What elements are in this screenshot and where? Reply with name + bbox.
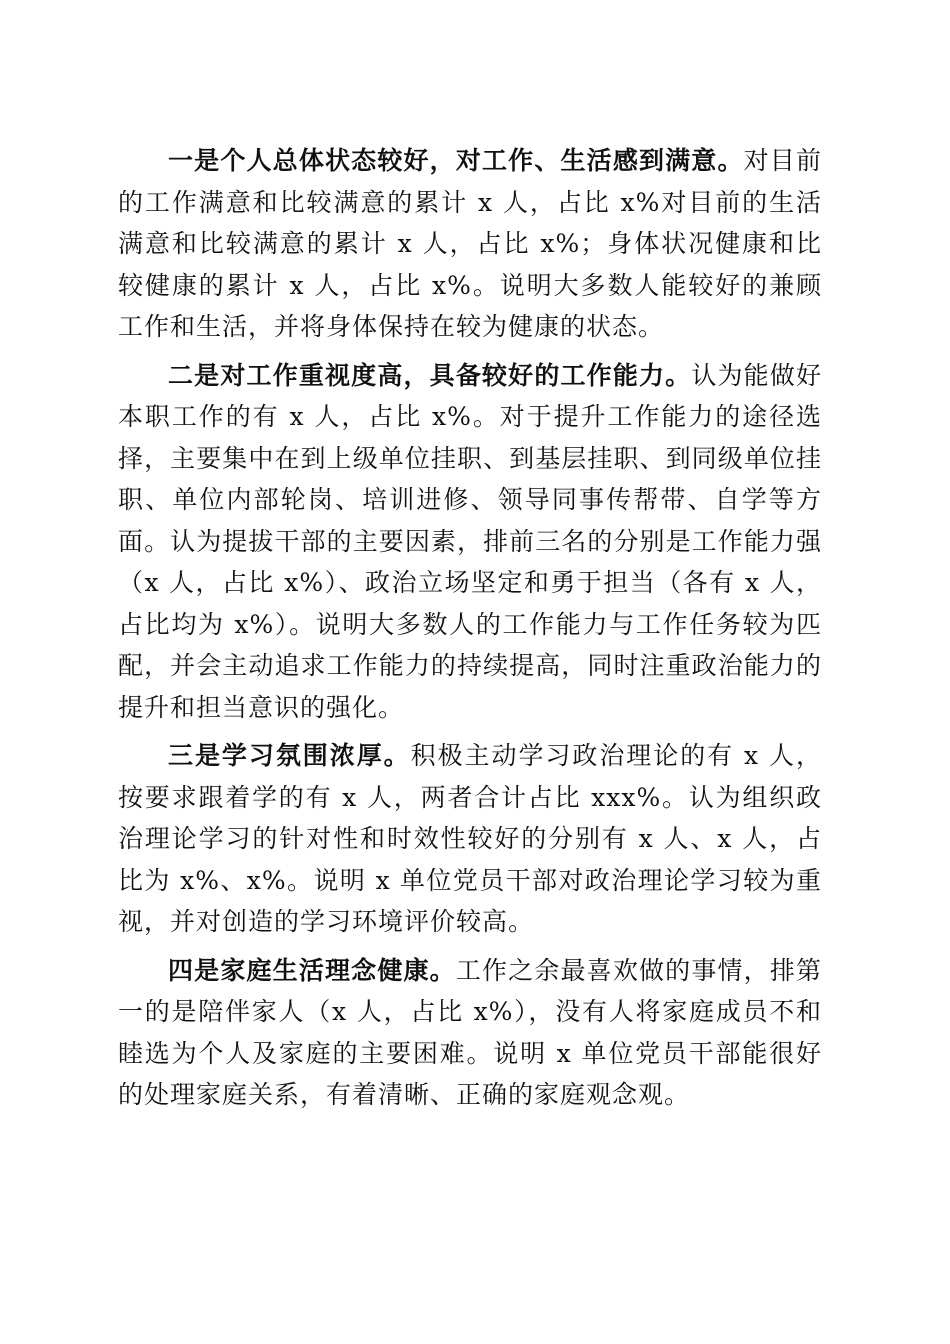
paragraph-2-body: 认为能做好本职工作的有 x 人，占比 x%。对于提升工作能力的途径选择，主要集中在到上级单位挂职、到基层挂职、到同级单位挂职、单位内部轮岗、培训进修、领导同事传帮带、自学等方面。认为提拔干部的主要因素，排前三名的分别是工作能力强（x 人，占比 x%）、政治立场坚定和勇于担当（各有 x 人，占比均为 x%）。说明大多数人的工作能力与工作任务较为匹配，并会主动追求工作能力的持续提高，同时注重政治能力的提升和担当意识的强化。 (118, 360, 822, 722)
paragraph-1 (118, 140, 822, 348)
paragraph-1-body: 对目前的工作满意和比较满意的累计 x 人，占比 x%对目前的生活满意和比较满意的累计 x 人，占比 x%；身体状况健康和比较健康的累计 x 人，占比 x%。说明大多数人能较好的兼顾工作和生活，并将身体保持在较为健康的状态。 (118, 146, 822, 341)
document-page (118, 140, 822, 1123)
paragraph-2-lead: 二是对工作重视度高，具备较好的工作能力。 (168, 360, 692, 390)
paragraph-4 (118, 950, 822, 1116)
paragraph-3-lead: 三是学习氛围浓厚。 (168, 741, 411, 770)
paragraph-3 (118, 735, 822, 943)
paragraph-4-body: 工作之余最喜欢做的事情，排第一的是陪伴家人（x 人，占比 x%），没有人将家庭成员不和睦选为个人及家庭的主要困难。说明 x 单位党员干部能很好的处理家庭关系，有着清晰、正确的家庭观念观。 (118, 955, 822, 1109)
paragraph-4-lead: 四是家庭生活理念健康。 (168, 955, 456, 985)
paragraph-1-lead: 一是个人总体状态较好，对工作、生活感到满意。 (168, 146, 744, 175)
paragraph-2 (118, 355, 822, 729)
paragraph-3-body: 积极主动学习政治理论的有 x 人，按要求跟着学的有 x 人，两者合计占比 xxx%。认为组织政治理论学习的针对性和时效性较好的分别有 x 人、x 人，占比为 x%、x%。说明 x 单位党员干部对政治理论学习较为重视，并对创造的学习环境评价较高。 (118, 741, 822, 936)
